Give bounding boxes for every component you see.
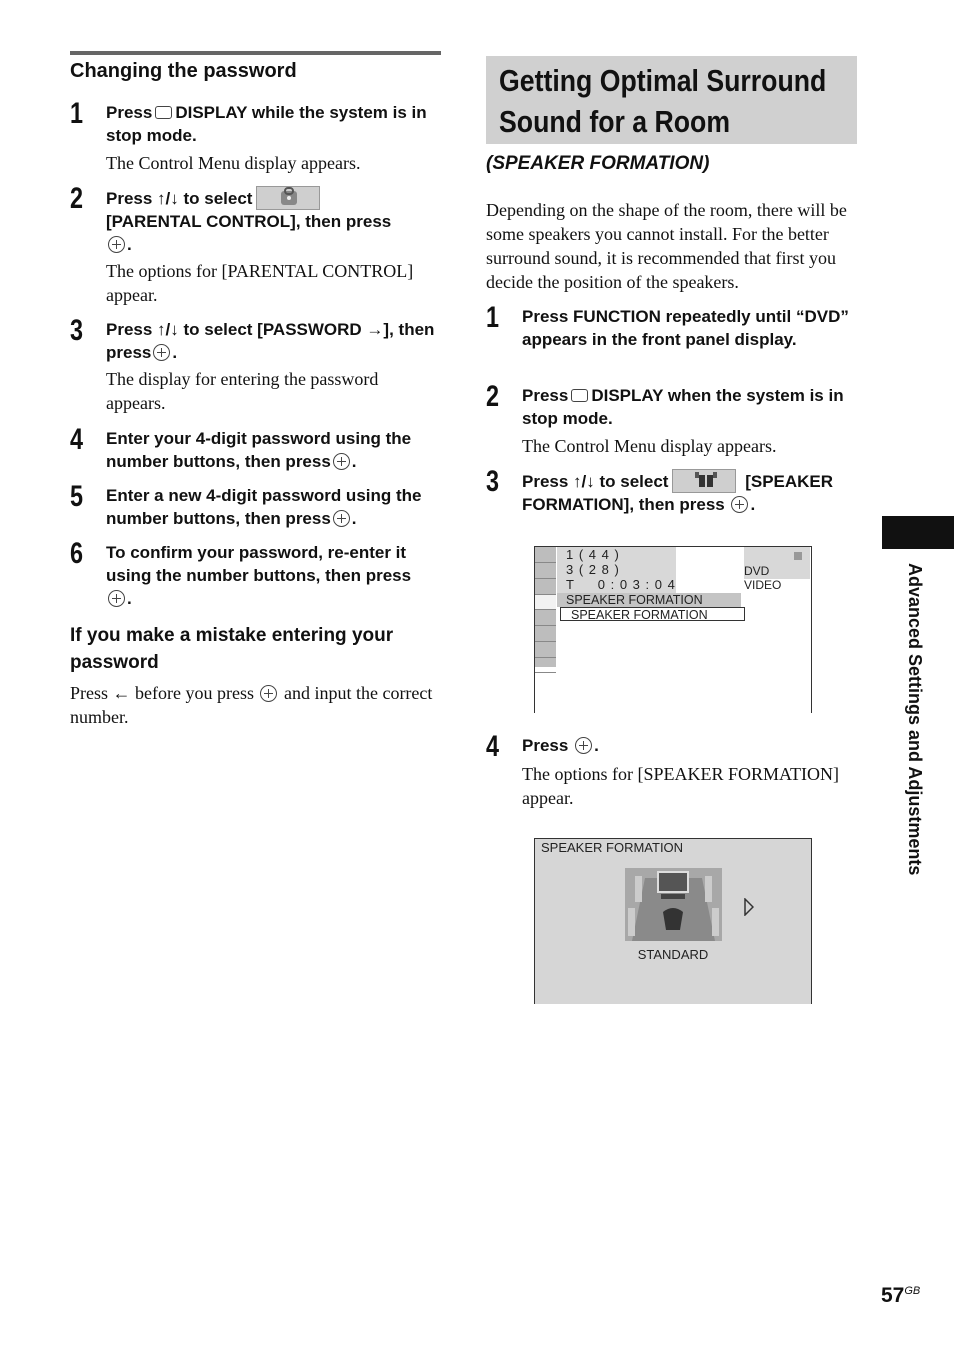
step-result: The display for entering the password appears. bbox=[106, 369, 379, 413]
step-instruction: Press ↑/↓ to select [PARENTAL CONTROL], then press . bbox=[106, 186, 442, 256]
enter-button-icon bbox=[153, 344, 170, 361]
step-number: 6 bbox=[70, 537, 84, 570]
control-menu-screen bbox=[534, 546, 812, 713]
source-panel bbox=[744, 547, 810, 592]
step-number: 5 bbox=[70, 480, 84, 513]
chapter-side-label: Advanced Settings and Adjustments bbox=[905, 563, 925, 876]
step-result: The Control Menu display appears. bbox=[106, 153, 361, 173]
speaker-formation-screen bbox=[534, 838, 812, 1004]
enter-button-icon bbox=[260, 685, 277, 702]
step-instruction: Enter your 4-digit password using the number buttons, then press . bbox=[106, 429, 412, 471]
chapter-number: 3 ( 2 8 ) bbox=[566, 562, 620, 577]
step-instruction: Press DISPLAY while the system is in stop mode. bbox=[106, 103, 427, 145]
enter-button-icon bbox=[575, 737, 592, 754]
enter-button-icon bbox=[333, 510, 350, 527]
chapter-tab-marker bbox=[882, 516, 954, 549]
screen-title: SPEAKER FORMATION bbox=[541, 840, 684, 855]
step-instruction: Press FUNCTION repeatedly until “DVD” appears in the front panel display. bbox=[522, 307, 849, 349]
enter-button-icon bbox=[108, 590, 125, 607]
page-number: $57^{GB}$ bbox=[881, 1284, 921, 1307]
stop-indicator-icon bbox=[794, 552, 802, 560]
mistake-text: Press ← before you press and input the correct number. bbox=[70, 683, 433, 727]
step-instruction: To confirm your password, re-enter it using the number buttons, then press . bbox=[106, 543, 412, 608]
playing-time: T 0 : 0 3 : 0 4 bbox=[566, 577, 676, 592]
enter-button-icon bbox=[731, 496, 748, 513]
selected-menu-item: SPEAKER FORMATION bbox=[557, 593, 741, 607]
enter-button-icon bbox=[333, 453, 350, 470]
step-number: 2 bbox=[70, 182, 84, 215]
step-instruction: Press ↑/↓ to select [PASSWORD →], then press . bbox=[106, 320, 435, 362]
section-rule bbox=[70, 51, 441, 55]
step-number: 1 bbox=[486, 301, 500, 334]
disc-info-panel bbox=[557, 547, 676, 593]
source-label: DVD VIDEO bbox=[744, 564, 782, 592]
step-instruction: Press DISPLAY when the system is in stop mode. bbox=[522, 386, 844, 428]
step-result: The Control Menu display appears. bbox=[522, 436, 777, 456]
intro-paragraph: Depending on the shape of the room, there will be some speakers you cannot install. For the better surround sound, it is recommended that first you decide the position of the speakers. bbox=[486, 200, 847, 292]
step-instruction: Press ↑/↓ to select [SPEAKER FORMATION], then press . bbox=[522, 469, 858, 516]
arrow-right-icon bbox=[744, 898, 754, 919]
step-result: The options for [SPEAKER FORMATION] appear. bbox=[522, 764, 839, 808]
parental-control-icon bbox=[256, 186, 320, 210]
enter-button-icon bbox=[108, 236, 125, 253]
display-button-icon bbox=[571, 389, 588, 402]
step-instruction: Press . bbox=[522, 736, 599, 755]
step-instruction: Enter a new 4-digit password using the number buttons, then press . bbox=[106, 486, 422, 528]
speaker-formation-icon bbox=[672, 469, 736, 493]
page-title: Getting Optimal Surround Sound for a Room bbox=[499, 63, 827, 139]
step-result: The options for [PARENTAL CONTROL] appear. bbox=[106, 261, 414, 305]
section-title: Changing the password bbox=[70, 60, 297, 82]
step-number: 3 bbox=[486, 465, 500, 498]
title-number: 1 ( 4 4 ) bbox=[566, 547, 620, 562]
page-subtitle: (SPEAKER FORMATION) bbox=[486, 153, 710, 174]
display-button-icon bbox=[155, 106, 172, 119]
step-number: 2 bbox=[486, 380, 500, 413]
page-title-banner bbox=[486, 56, 857, 144]
speaker-layout-image bbox=[625, 868, 722, 941]
step-number: 4 bbox=[70, 423, 84, 456]
formation-caption: STANDARD bbox=[637, 947, 709, 962]
menu-option: SPEAKER FORMATION bbox=[560, 607, 745, 621]
step-number: 3 bbox=[70, 314, 84, 347]
mistake-heading: If you make a mistake entering your password bbox=[70, 625, 394, 673]
step-number: 4 bbox=[486, 730, 500, 763]
step-number: 1 bbox=[70, 97, 84, 130]
menu-icon-column bbox=[535, 547, 556, 667]
